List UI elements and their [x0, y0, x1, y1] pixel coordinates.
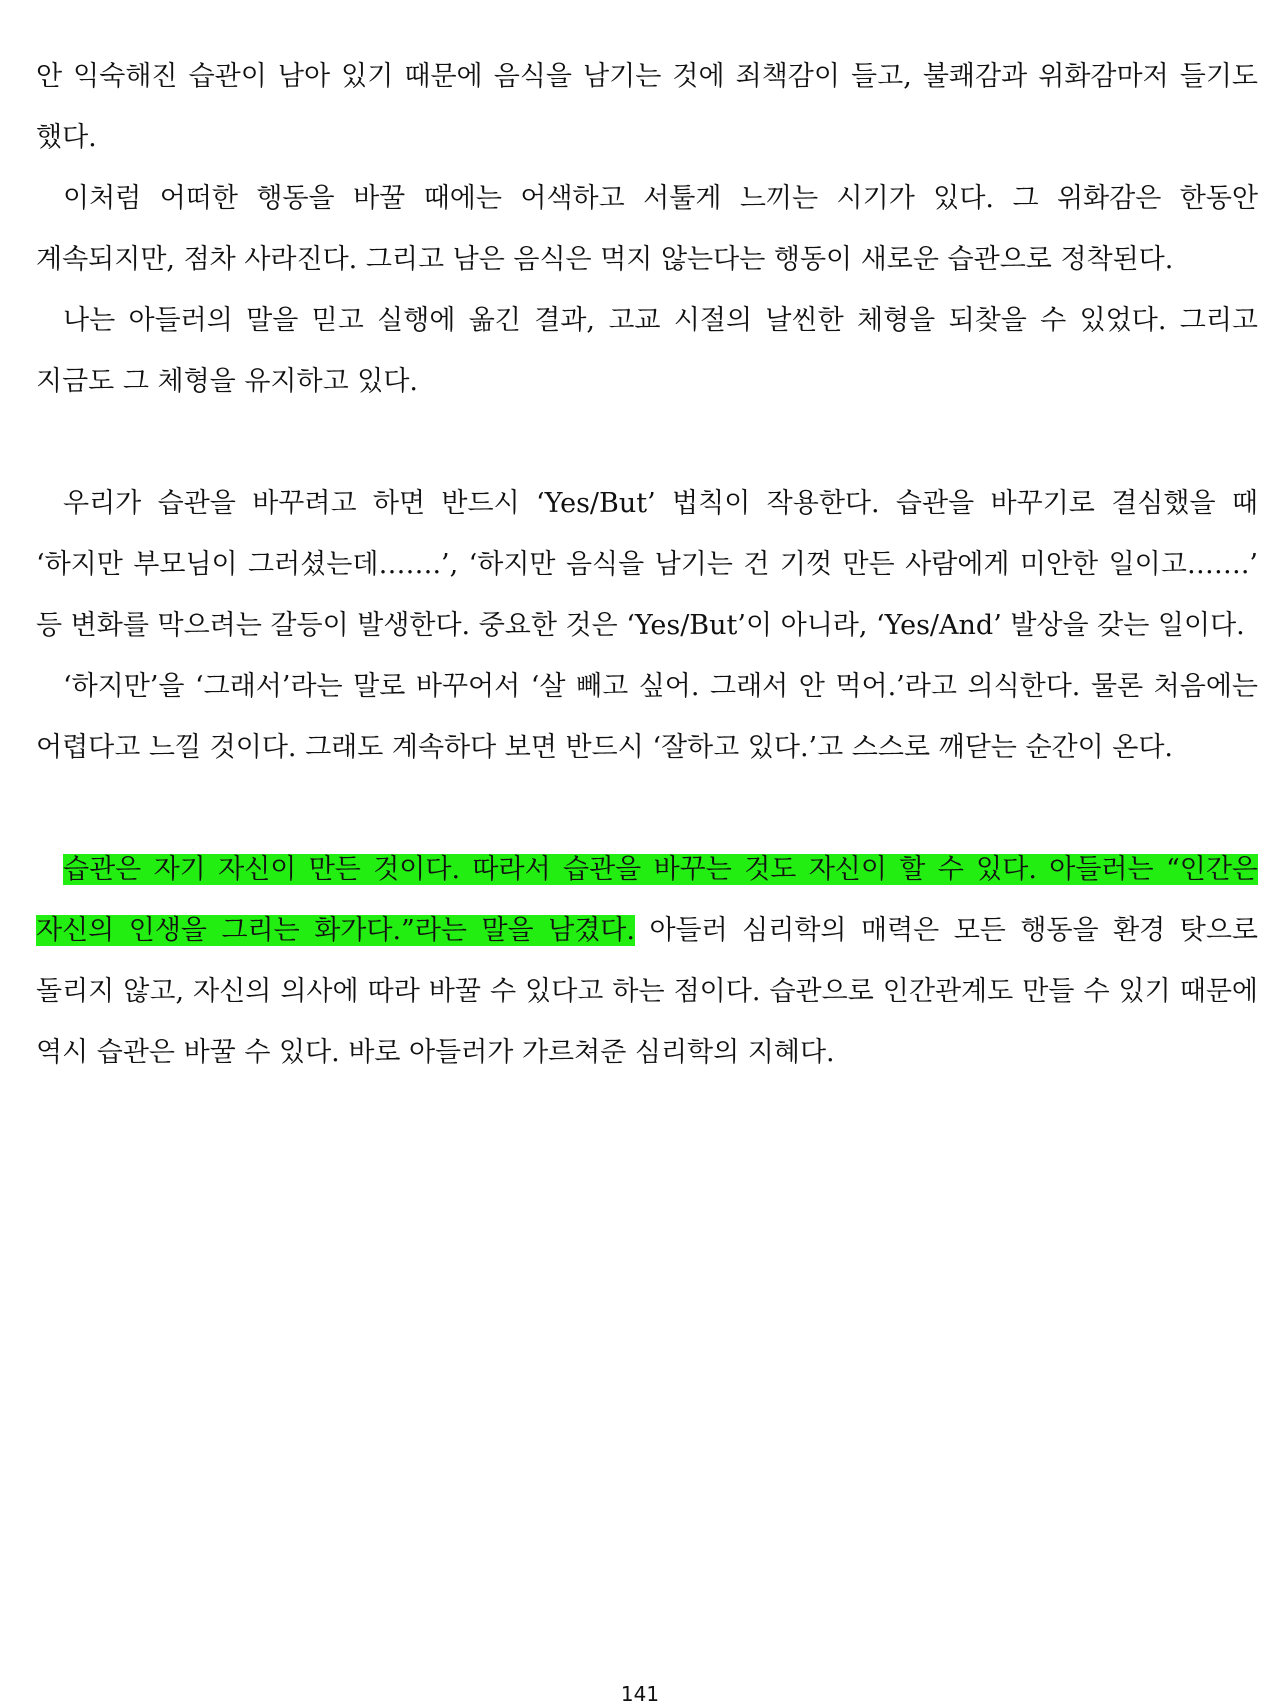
- section-spacer: [36, 412, 1258, 473]
- paragraph-result: 나는 아들러의 말을 믿고 실행에 옮긴 결과, 고교 시절의 날씬한 체형을 되찾을 수 있었다. 그리고 지금도 그 체형을 유지하고 있다.: [36, 305, 1258, 397]
- paragraph-continuation: 안 익숙해진 습관이 남아 있기 때문에 음식을 남기는 것에 죄책감이 들고, 불쾌감과 위화감마저 들기도 했다.: [36, 61, 1258, 153]
- paragraph-yes-and: ‘하지만’을 ‘그래서’라는 말로 바꾸어서 ‘살 빼고 싶어. 그래서 안 먹어.’라고 의식한다. 물론 처음에는 어렵다고 느낄 것이다. 그래도 계속하다 보면 반드시 ‘잘하고 있다.’고 스스로 깨닫는 순간이 온다.: [36, 671, 1258, 763]
- section-spacer: [36, 778, 1258, 839]
- highlighted-passage[interactable]: 습관은 자기 자신이 만든 것이다. 따라서 습관을 바꾸는 것도 자신이 할 수 있다. 아들러는 “인간은 자신의 인생을 그리는 화가다.”라는 말을 남겼다.: [36, 854, 1258, 946]
- paragraph-awkward-period: 이처럼 어떠한 행동을 바꿀 때에는 어색하고 서툴게 느끼는 시기가 있다. 그 위화감은 한동안 계속되지만, 점차 사라진다. 그리고 남은 음식은 먹지 않는다는 행동이 새로운 습관으로 정착된다.: [36, 183, 1258, 275]
- page-number: 141: [620, 1682, 660, 1706]
- book-page-body: [36, 46, 1258, 1083]
- paragraph-habit-wisdom-text: 아들러 심리학의 매력은 모든 행동을 환경 탓으로 돌리지 않고, 자신의 의사에 따라 바꿀 수 있다고 하는 점이다. 습관으로 인간관계도 만들 수 있기 때문에 역시 습관은 바꿀 수 있다. 바로 아들러가 가르쳐준 심리학의 지혜다.: [36, 915, 1258, 1068]
- paragraph-habit-wisdom: [36, 839, 1258, 1083]
- paragraph-yes-but-rule: 우리가 습관을 바꾸려고 하면 반드시 ‘Yes/But’ 법칙이 작용한다. 습관을 바꾸기로 결심했을 때 ‘하지만 부모님이 그러셨는데…….’, ‘하지만 음식을 남기는 건 기껏 만든 사람에게 미안한 일이고…….’ 등 변화를 막으려는 갈등이 발생한다. 중요한 것은 ‘Yes/But’이 아니라, ‘Yes/And’ 발상을 갖는 일이다.: [36, 488, 1258, 641]
